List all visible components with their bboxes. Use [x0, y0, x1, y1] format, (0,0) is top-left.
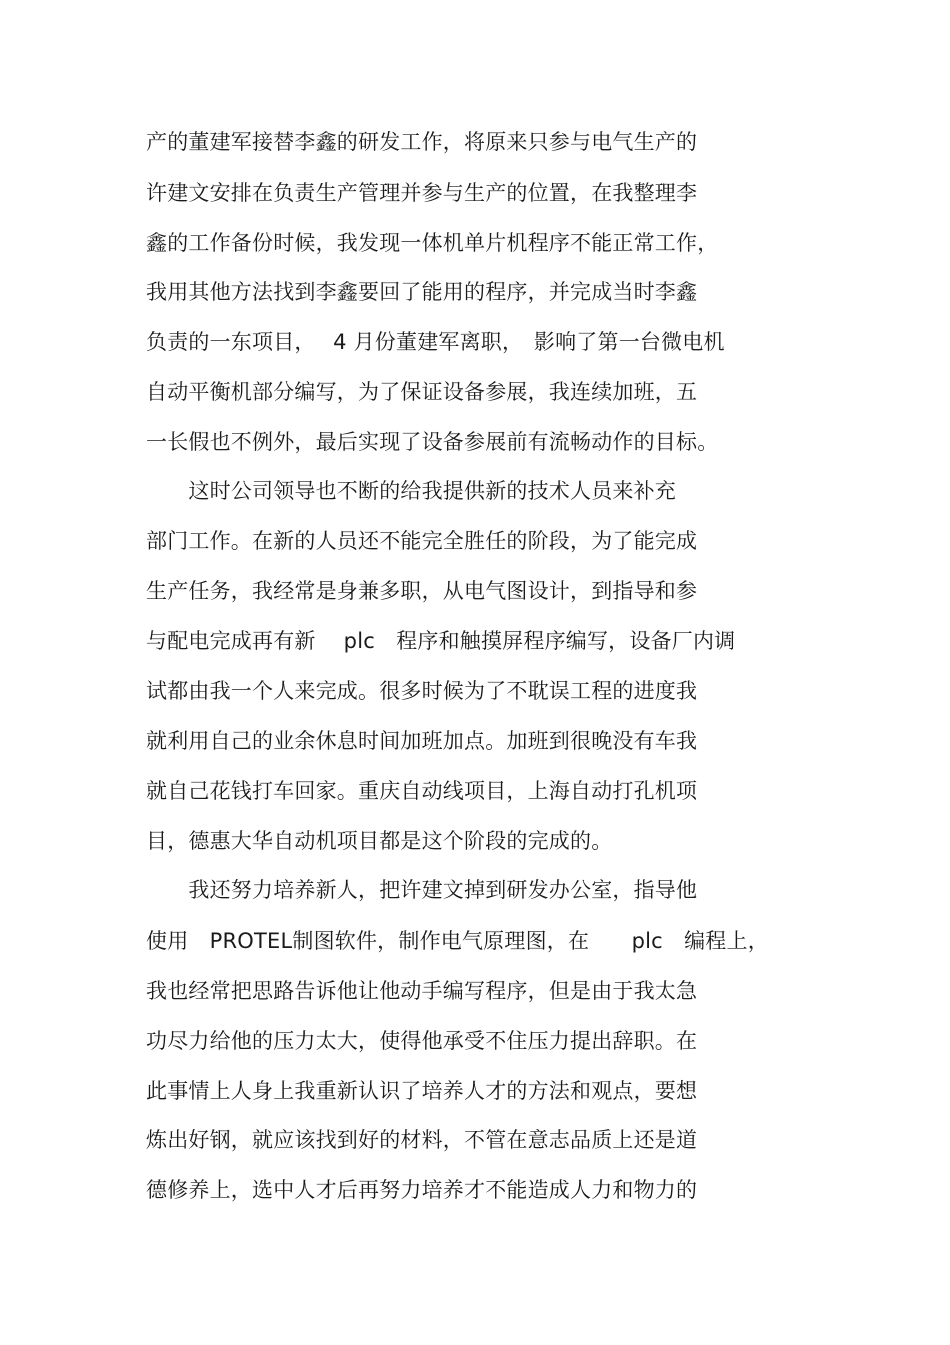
text-line: 自动平衡机部分编写，为了保证设备参展，我连续加班，五 [146, 380, 698, 404]
text-line: 德修养上，选中人才后再努力培养才不能造成人力和物力的 [146, 1178, 698, 1202]
text-line: 这时公司领导也不断的给我提供新的技术人员来补充 [146, 479, 676, 503]
text-line: 我还努力培养新人，把许建文掉到研发办公室，指导他 [146, 878, 698, 902]
text-line: 与配电完成再有新 plc 程序和触摸屏程序编写，设备厂内调 [146, 629, 736, 653]
text-line: 鑫的工作备份时候，我发现一体机单片机程序不能正常工作， [146, 231, 719, 255]
text-line: 使用 PROTEL制图软件，制作电气原理图，在 plc 编程上， [146, 929, 769, 953]
text-line: 此事情上人身上我重新认识了培养人才的方法和观点，要想 [146, 1079, 698, 1103]
text-line: 部门工作。在新的人员还不能完全胜任的阶段，为了能完成 [146, 529, 698, 553]
text-line: 就利用自己的业余休息时间加班加点。加班到很晚没有车我 [146, 729, 698, 753]
text-line: 试都由我一个人来完成。很多时候为了不耽误工程的进度我 [146, 679, 698, 703]
text-line: 许建文安排在负责生产管理并参与生产的位置，在我整理李 [146, 181, 698, 205]
text-line: 就自己花钱打车回家。重庆自动线项目，上海自动打孔机项 [146, 779, 698, 803]
text-line: 功尽力给他的压力太大，使得他承受不住压力提出辞职。在 [146, 1029, 698, 1053]
text-line: 产的董建军接替李鑫的研发工作，将原来只参与电气生产的 [146, 130, 698, 154]
text-line: 一长假也不例外，最后实现了设备参展前有流畅动作的目标。 [146, 430, 719, 454]
text-line: 我用其他方法找到李鑫要回了能用的程序，并完成当时李鑫 [146, 280, 698, 304]
text-line: 我也经常把思路告诉他让他动手编写程序，但是由于我太急 [146, 979, 698, 1003]
text-line: 负责的一东项目， 4 月份董建军离职， 影响了第一台微电机 [146, 330, 725, 354]
text-line: 炼出好钢，就应该找到好的材料，不管在意志品质上还是道 [146, 1128, 698, 1152]
text-line: 生产任务，我经常是身兼多职，从电气图设计，到指导和参 [146, 579, 698, 603]
text-line: 目，德惠大华自动机项目都是这个阶段的完成的。 [146, 829, 613, 853]
